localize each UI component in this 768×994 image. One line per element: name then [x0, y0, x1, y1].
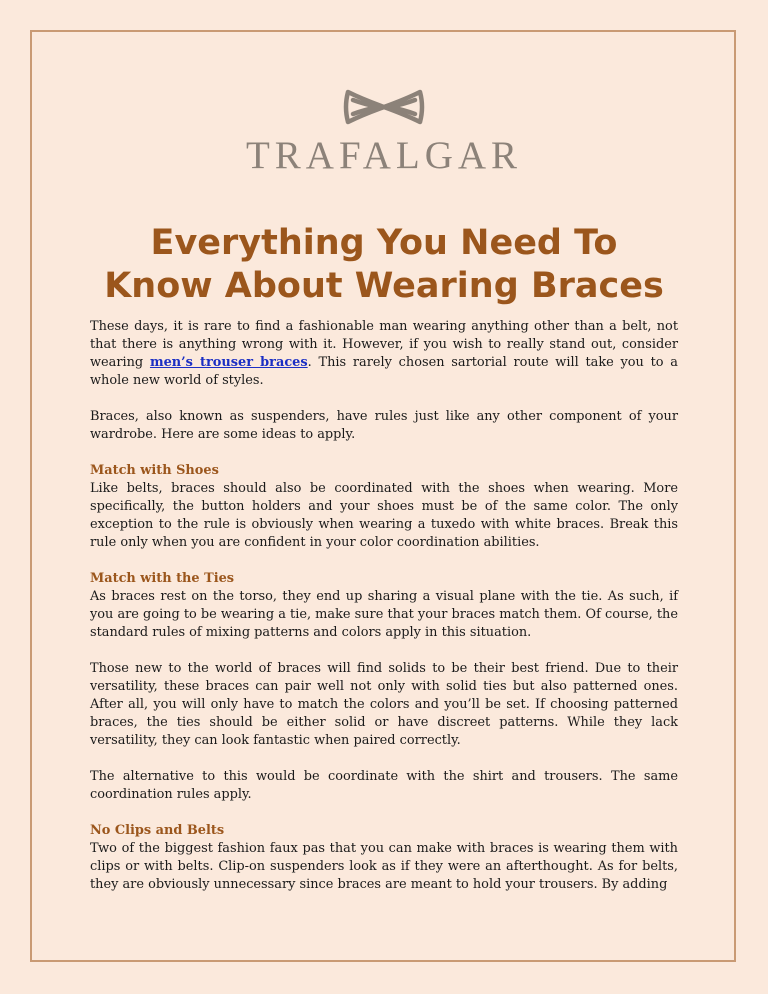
title-line-2: Know About Wearing Braces	[104, 266, 664, 306]
title-line-1: Everything You Need To	[150, 223, 618, 263]
section-heading-clips-belts: No Clips and Belts	[90, 823, 225, 838]
section-heading-shoes: Match with Shoes	[90, 463, 219, 478]
page-title	[60, 222, 708, 308]
brand-logo	[0, 86, 768, 176]
article-body	[90, 318, 678, 894]
trouser-braces-link[interactable]: men’s trouser braces	[149, 355, 308, 370]
bow-tie-icon	[342, 86, 426, 128]
section-ties-paragraph-1: As braces rest on the torso, they end up sharing a visual plane with the tie. As such, if you are going to be wearing a tie, make sure that your braces match them. Of course, the standard rules of mixing patterns and colors apply in this situation.	[90, 589, 678, 640]
intro-paragraph: These days, it is rare to find a fashionable man wearing anything other than a belt, not that there is anything wrong with it. However, if you wish to really stand out, consider wearing men’s trouser braces. This rarely chosen sartorial route will take you to a whole new world of styles.	[90, 319, 678, 388]
brand-wordmark: TRAFALGAR	[245, 134, 523, 177]
section-ties-paragraph-2: Those new to the world of braces will find solids to be their best friend. Due to their versatility, these braces can pair well not only with solid ties but also patterned ones. After all, you will only have to match the colors and you’ll be set. If choosing patterned braces, the ties should be either solid or have discreet patterns. While they lack versatility, they can look fantastic when paired correctly.	[90, 661, 678, 748]
paragraph-2: Braces, also known as suspenders, have rules just like any other component of your wardrobe. Here are some ideas to apply.	[90, 409, 678, 442]
section-shoes-paragraph: Like belts, braces should also be coordinated with the shoes when wearing. More specifically, the button holders and your shoes must be of the same color. The only exception to the rule is obviously when wearing a tuxedo with white braces. Break this rule only when you are confident in your color coordination abilities.	[90, 481, 678, 550]
section-clips-belts-paragraph: Two of the biggest fashion faux pas that you can make with braces is wearing them with clips or with belts. Clip-on suspenders look as if they were an afterthought. As for belts, they are obviously unnecessary since braces are meant to hold your trousers. By adding	[90, 841, 678, 892]
section-ties-paragraph-3: The alternative to this would be coordinate with the shirt and trousers. The same coordination rules apply.	[90, 769, 678, 802]
section-heading-ties: Match with the Ties	[90, 571, 235, 586]
